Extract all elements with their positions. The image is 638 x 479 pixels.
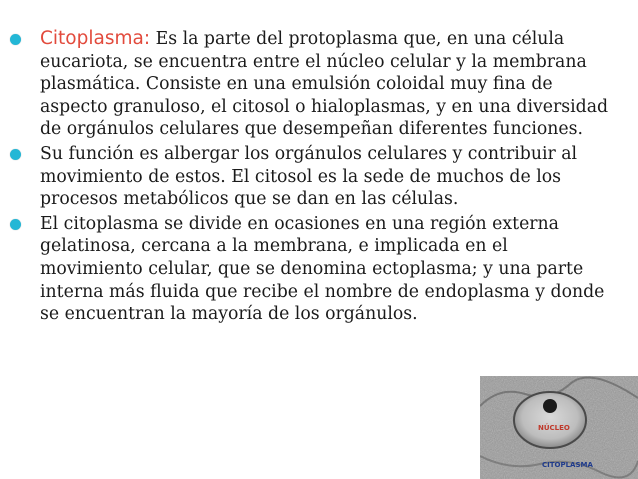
bullet-list [4, 28, 614, 326]
bullet-text: Su función es albergar los orgánulos celulares y contribuir al movimiento de estos. El citosol es la sede de muchos de los procesos metabólicos que se dan en las células. [40, 143, 578, 210]
bullet-text: Es la parte del protoplasma que, en una célula eucariota, se encuentra entre el núcleo celular y la membrana plasmática. Consiste en una emulsión coloidal muy fina de aspecto granuloso, el citosol o hialoplasmas, y en una diversidad de orgánulos celulares que desempeñan diferentes funciones. [40, 29, 609, 140]
bullet-item-funcion [4, 143, 614, 211]
bullet-item-division [4, 213, 614, 326]
cell-micrograph-image [480, 376, 638, 479]
bullet-dot-icon [10, 34, 21, 45]
term-citoplasma: Citoplasma: [40, 28, 151, 49]
bullet-text: El citoplasma se divide en ocasiones en una región externa gelatinosa, cercana a la membrana, e implicada en el movimiento celular, que se denomina ectoplasma; y una parte interna más fluida que recibe el nombre de endoplasma y donde se encuentran la mayoría de los orgánulos. [40, 213, 605, 325]
nucleus-label: NÚCLEO [538, 424, 570, 432]
nucleolus-shape [543, 399, 557, 413]
bullet-dot-icon [10, 219, 21, 230]
cytoplasm-label: CITOPLASMA [542, 461, 593, 469]
bullet-item-citoplasma [4, 28, 614, 141]
bullet-dot-icon [10, 149, 21, 160]
